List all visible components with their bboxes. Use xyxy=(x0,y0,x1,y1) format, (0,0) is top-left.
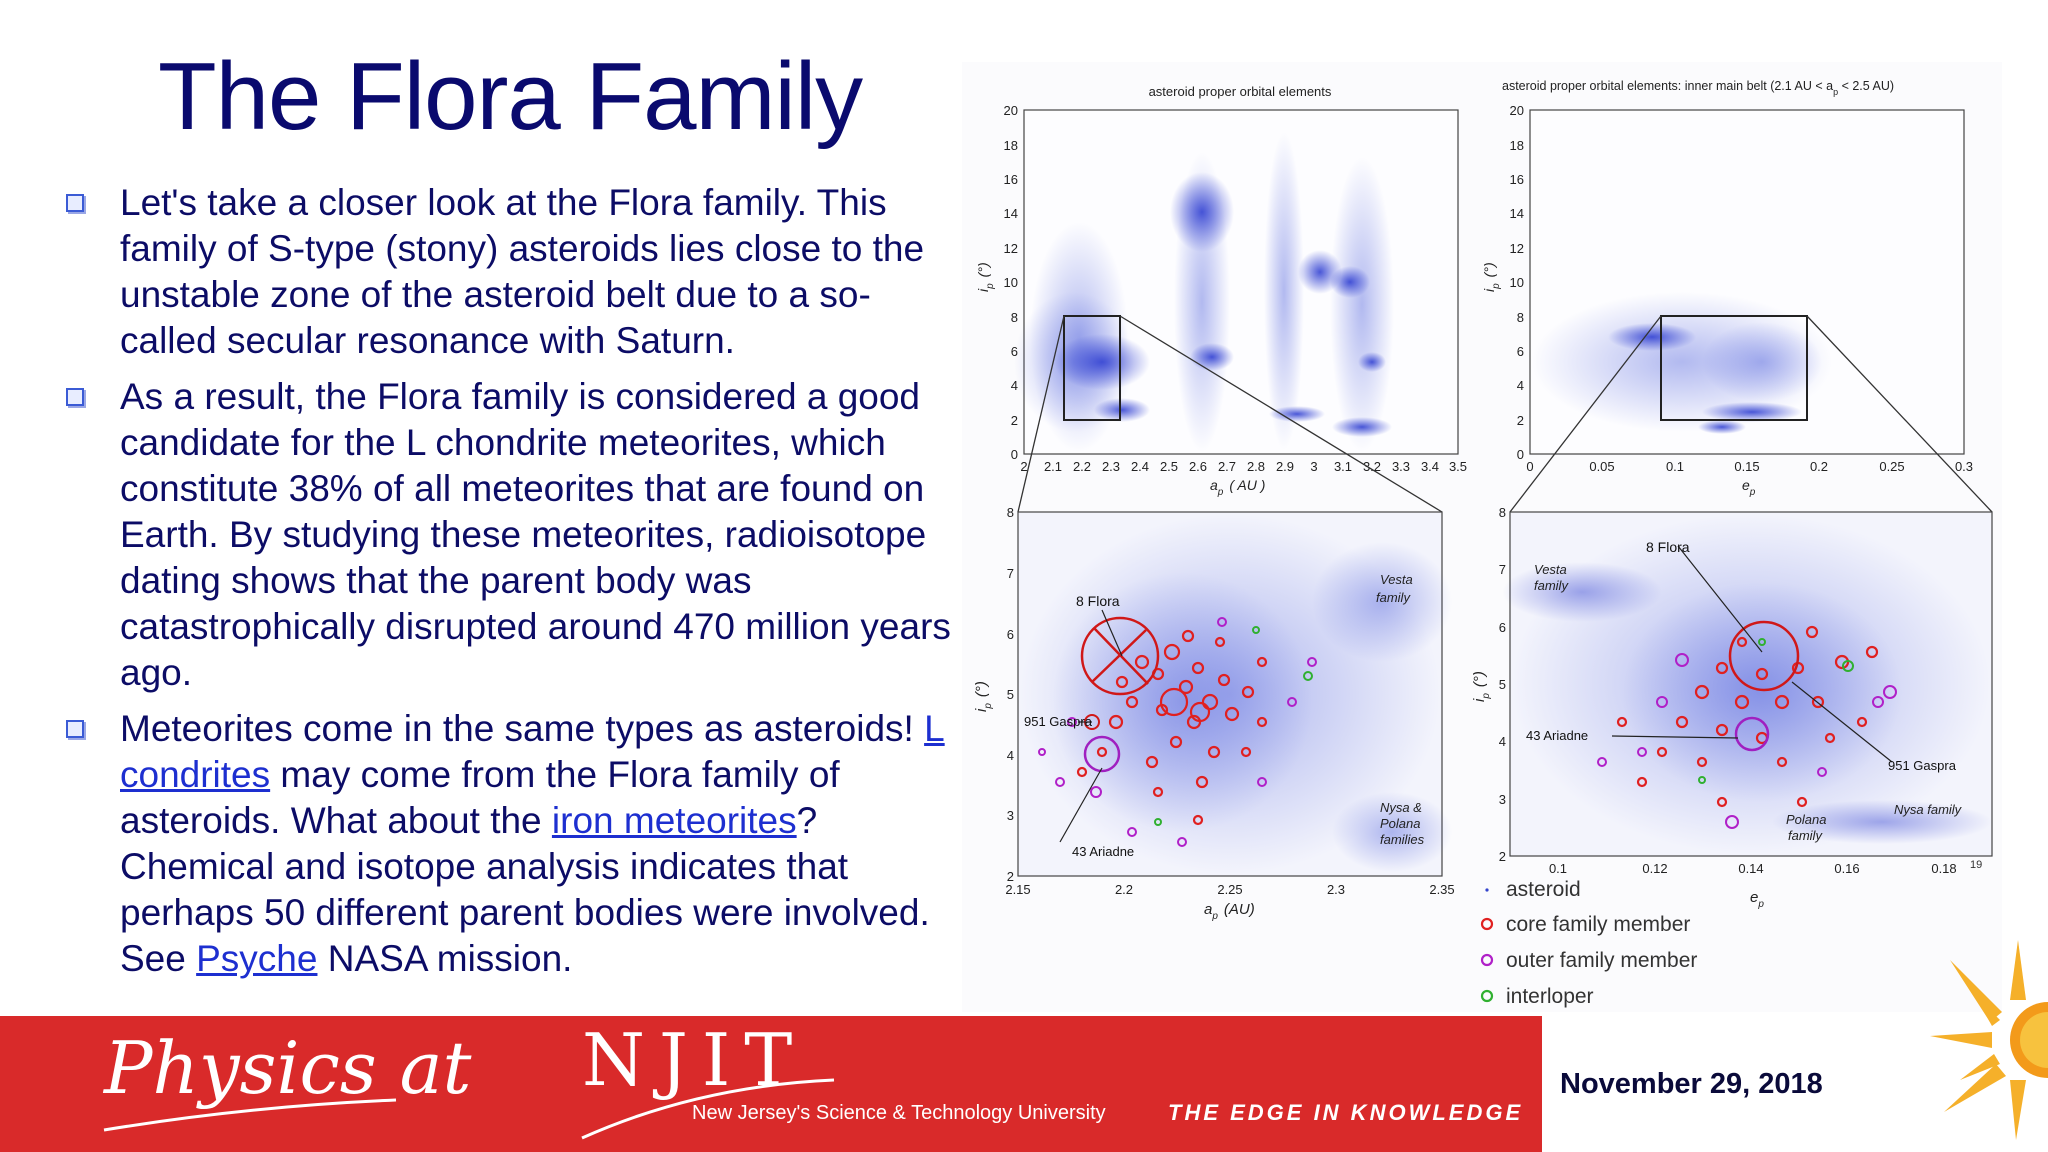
y-tick: 6 xyxy=(1010,344,1018,359)
y-tick: 4 xyxy=(1498,734,1506,749)
legend-label: outer family member xyxy=(1506,949,1698,972)
y-tick: 7 xyxy=(1498,562,1506,577)
x-axis-ticks xyxy=(1526,459,1973,474)
y-tick: 4 xyxy=(1516,378,1524,393)
vesta-label: Vesta xyxy=(1380,572,1413,587)
y-tick: 7 xyxy=(1006,566,1014,581)
y-tick: 8 xyxy=(1516,310,1524,325)
vesta-label: Vesta xyxy=(1534,562,1567,577)
nysa-label: families xyxy=(1380,832,1425,847)
y-tick: 10 xyxy=(1509,275,1524,290)
bullet-text-part: NASA mission. xyxy=(317,938,573,979)
plot-bottom-right xyxy=(1471,505,1992,910)
x-axis-label: $a_p$ ( AU ) xyxy=(1210,477,1266,498)
bullet-square-icon xyxy=(66,720,84,738)
asteroid-plot-figure xyxy=(962,62,2002,1012)
x-tick: 2.3 xyxy=(1101,459,1121,474)
y-axis-label: $i_p(^\circ)$ xyxy=(1471,671,1492,702)
y-tick: 6 xyxy=(1006,627,1014,642)
x-tick: 2.15 xyxy=(1005,882,1031,897)
x-tick: 0.14 xyxy=(1738,861,1764,876)
y-tick: 8 xyxy=(1010,310,1018,325)
njit-logo: NJIT xyxy=(582,1018,807,1102)
y-tick: 12 xyxy=(1003,241,1018,256)
y-tick: 4 xyxy=(1006,748,1014,763)
polana-label: family xyxy=(1788,828,1822,843)
y-tick: 0 xyxy=(1010,447,1018,462)
x-tick: 0.15 xyxy=(1734,459,1760,474)
plot-title: asteroid proper orbital elements: inner main belt (2.1 AU < $a_p < 2.5$ AU) xyxy=(1502,79,1895,97)
corner-label: 19 xyxy=(1970,859,1983,871)
y-tick: 2 xyxy=(1010,413,1018,428)
psyche-link[interactable]: Psyche xyxy=(196,938,318,979)
x-axis-ticks xyxy=(1005,882,1454,897)
bullet-text: Let's take a closer look at the Flora family. This family of S-type (stony) asteroids lies close to the unstable zone of the asteroid belt due to a so-called secular resonance with Saturn. xyxy=(120,182,925,361)
y-tick: 8 xyxy=(1498,505,1506,520)
x-tick: 3 xyxy=(1310,459,1318,474)
y-tick: 18 xyxy=(1003,138,1018,153)
x-tick: 0.16 xyxy=(1834,861,1860,876)
ariadne-label: 43 Ariadne xyxy=(1526,728,1589,743)
l-condrites-link[interactable]: L condrites xyxy=(120,708,945,795)
y-tick: 16 xyxy=(1003,172,1018,187)
bullet-text xyxy=(120,706,962,982)
bullet-item xyxy=(62,180,962,364)
bullet-text-part: ? Chemical and isotope analysis indicates that perhaps 50 different parent bodies were involved. See xyxy=(120,800,930,979)
y-axis-label: $i_p(^\circ)$ xyxy=(1481,262,1502,292)
gaspra-label: 951 Gaspra xyxy=(1888,758,1956,773)
legend xyxy=(1482,878,1697,1008)
y-tick: 12 xyxy=(1509,241,1524,256)
y-tick: 16 xyxy=(1509,172,1524,187)
y-tick: 0 xyxy=(1516,447,1524,462)
core-marker-icon xyxy=(1482,919,1492,929)
x-tick: 3.1 xyxy=(1333,459,1353,474)
x-tick: 3.4 xyxy=(1420,459,1440,474)
y-tick: 2 xyxy=(1516,413,1524,428)
x-tick: 2.7 xyxy=(1217,459,1237,474)
flora-label: 8 Flora xyxy=(1076,593,1120,609)
physics-wordmark: Physics at xyxy=(104,1026,472,1110)
y-tick: 4 xyxy=(1010,378,1018,393)
interloper-marker-icon xyxy=(1482,991,1492,1001)
plot-title: asteroid proper orbital elements xyxy=(1148,84,1332,99)
x-axis-label: $e_p$ xyxy=(1742,477,1756,498)
y-tick: 3 xyxy=(1006,808,1014,823)
ariadne-label: 43 Ariadne xyxy=(1072,844,1135,859)
x-axis-ticks xyxy=(1020,459,1467,474)
slide-title: The Flora Family xyxy=(158,43,863,150)
x-tick: 0.18 xyxy=(1931,861,1957,876)
x-tick: 2.4 xyxy=(1130,459,1150,474)
bullet-text-part: Meteorites come in the same types as asteroids! xyxy=(120,708,925,749)
x-tick: 2.1 xyxy=(1043,459,1063,474)
y-tick: 5 xyxy=(1498,677,1506,692)
y-tick: 8 xyxy=(1006,505,1014,520)
nysa-label: Polana xyxy=(1380,816,1421,831)
y-tick: 2 xyxy=(1006,869,1014,884)
x-tick: 2.5 xyxy=(1159,459,1179,474)
y-tick: 10 xyxy=(1003,275,1018,290)
x-tick: 2.3 xyxy=(1326,882,1346,897)
bullet-list xyxy=(62,180,962,992)
gaspra-label: 951 Gaspra xyxy=(1024,714,1092,729)
vesta-label: family xyxy=(1534,578,1568,593)
legend-label: interloper xyxy=(1506,985,1594,1008)
y-tick: 14 xyxy=(1003,206,1018,221)
y-tick: 20 xyxy=(1003,103,1018,118)
y-tick: 2 xyxy=(1498,849,1506,864)
x-tick: 2.2 xyxy=(1072,459,1092,474)
y-tick: 20 xyxy=(1509,103,1524,118)
x-tick: 0.3 xyxy=(1954,459,1974,474)
x-tick: 2.35 xyxy=(1429,882,1455,897)
y-axis-label: $i_p(^\circ)$ xyxy=(975,262,996,292)
y-tick: 14 xyxy=(1509,206,1524,221)
legend-label: asteroid xyxy=(1506,878,1581,901)
iron-meteorites-link[interactable]: iron meteorites xyxy=(551,800,797,841)
y-axis-ticks xyxy=(1004,103,1018,462)
flora-label: 8 Flora xyxy=(1646,539,1690,555)
plot-top-left xyxy=(975,84,1467,498)
y-tick: 3 xyxy=(1498,792,1506,807)
x-tick: 0.1 xyxy=(1665,459,1685,474)
x-tick: 2.6 xyxy=(1188,459,1208,474)
x-tick: 2.8 xyxy=(1246,459,1266,474)
sun-icon xyxy=(1930,940,2048,1140)
bullet-item xyxy=(62,706,962,982)
asteroid-plots xyxy=(962,62,2002,1012)
legend-item-core xyxy=(1482,913,1690,936)
x-axis-ticks xyxy=(1549,861,1957,876)
x-tick: 0.1 xyxy=(1548,861,1568,876)
y-tick: 5 xyxy=(1006,687,1014,702)
bullet-item xyxy=(62,374,962,696)
x-tick: 2.2 xyxy=(1114,882,1134,897)
x-tick: 0.25 xyxy=(1879,459,1905,474)
y-axis-label: $i_p(^\circ)$ xyxy=(973,681,994,712)
y-axis-ticks xyxy=(1499,505,1506,864)
bullet-text: As a result, the Flora family is considered a good candidate for the L chondrite meteorites, which constitute 38% of all meteorites that are found on Earth. By studying these meteorites, radioisotope dating shows that the parent body was catastrophically disrupted around 470 million years ago. xyxy=(120,376,951,693)
x-tick: 2 xyxy=(1020,459,1028,474)
nysa-label: Nysa & xyxy=(1380,800,1422,815)
bullet-square-icon xyxy=(66,388,84,406)
x-tick: 0.05 xyxy=(1589,459,1615,474)
plot-top-right xyxy=(1481,79,1973,498)
vesta-label: family xyxy=(1376,590,1410,605)
plot-bottom-left xyxy=(973,505,1455,922)
legend-item-asteroid xyxy=(1485,878,1580,901)
x-axis-label: $a_p$ (AU) xyxy=(1204,901,1255,922)
y-tick: 18 xyxy=(1509,138,1524,153)
legend-label: core family member xyxy=(1506,913,1691,936)
legend-item-outer xyxy=(1482,949,1697,972)
y-axis-ticks xyxy=(1007,505,1014,884)
x-tick: 3.2 xyxy=(1362,459,1382,474)
legend-item-interloper xyxy=(1482,985,1594,1008)
bullet-text-part: may come from the Flora family of asteroids. What about the xyxy=(120,754,840,841)
nysa-label: Nysa family xyxy=(1894,802,1962,817)
bullet-square-icon xyxy=(66,194,84,212)
edge-slogan: THE EDGE IN KNOWLEDGE xyxy=(1168,1100,1524,1125)
x-tick: 3.3 xyxy=(1391,459,1411,474)
polana-label: Polana xyxy=(1786,812,1827,827)
x-tick: 2.9 xyxy=(1275,459,1295,474)
njit-tagline: New Jersey's Science & Technology University xyxy=(692,1102,1106,1124)
outer-marker-icon xyxy=(1482,955,1492,965)
y-axis-ticks xyxy=(1510,103,1524,462)
x-tick: 0.2 xyxy=(1809,459,1829,474)
slide-date: November 29, 2018 xyxy=(1560,1068,1823,1100)
x-tick: 0.12 xyxy=(1642,861,1668,876)
x-tick: 0 xyxy=(1526,459,1534,474)
y-tick: 6 xyxy=(1498,620,1506,635)
y-tick: 6 xyxy=(1516,344,1524,359)
x-axis-label: $e_p$ xyxy=(1750,889,1764,910)
x-tick: 2.25 xyxy=(1217,882,1243,897)
x-tick: 3.5 xyxy=(1448,459,1468,474)
physics-swoosh-icon xyxy=(100,1096,400,1136)
